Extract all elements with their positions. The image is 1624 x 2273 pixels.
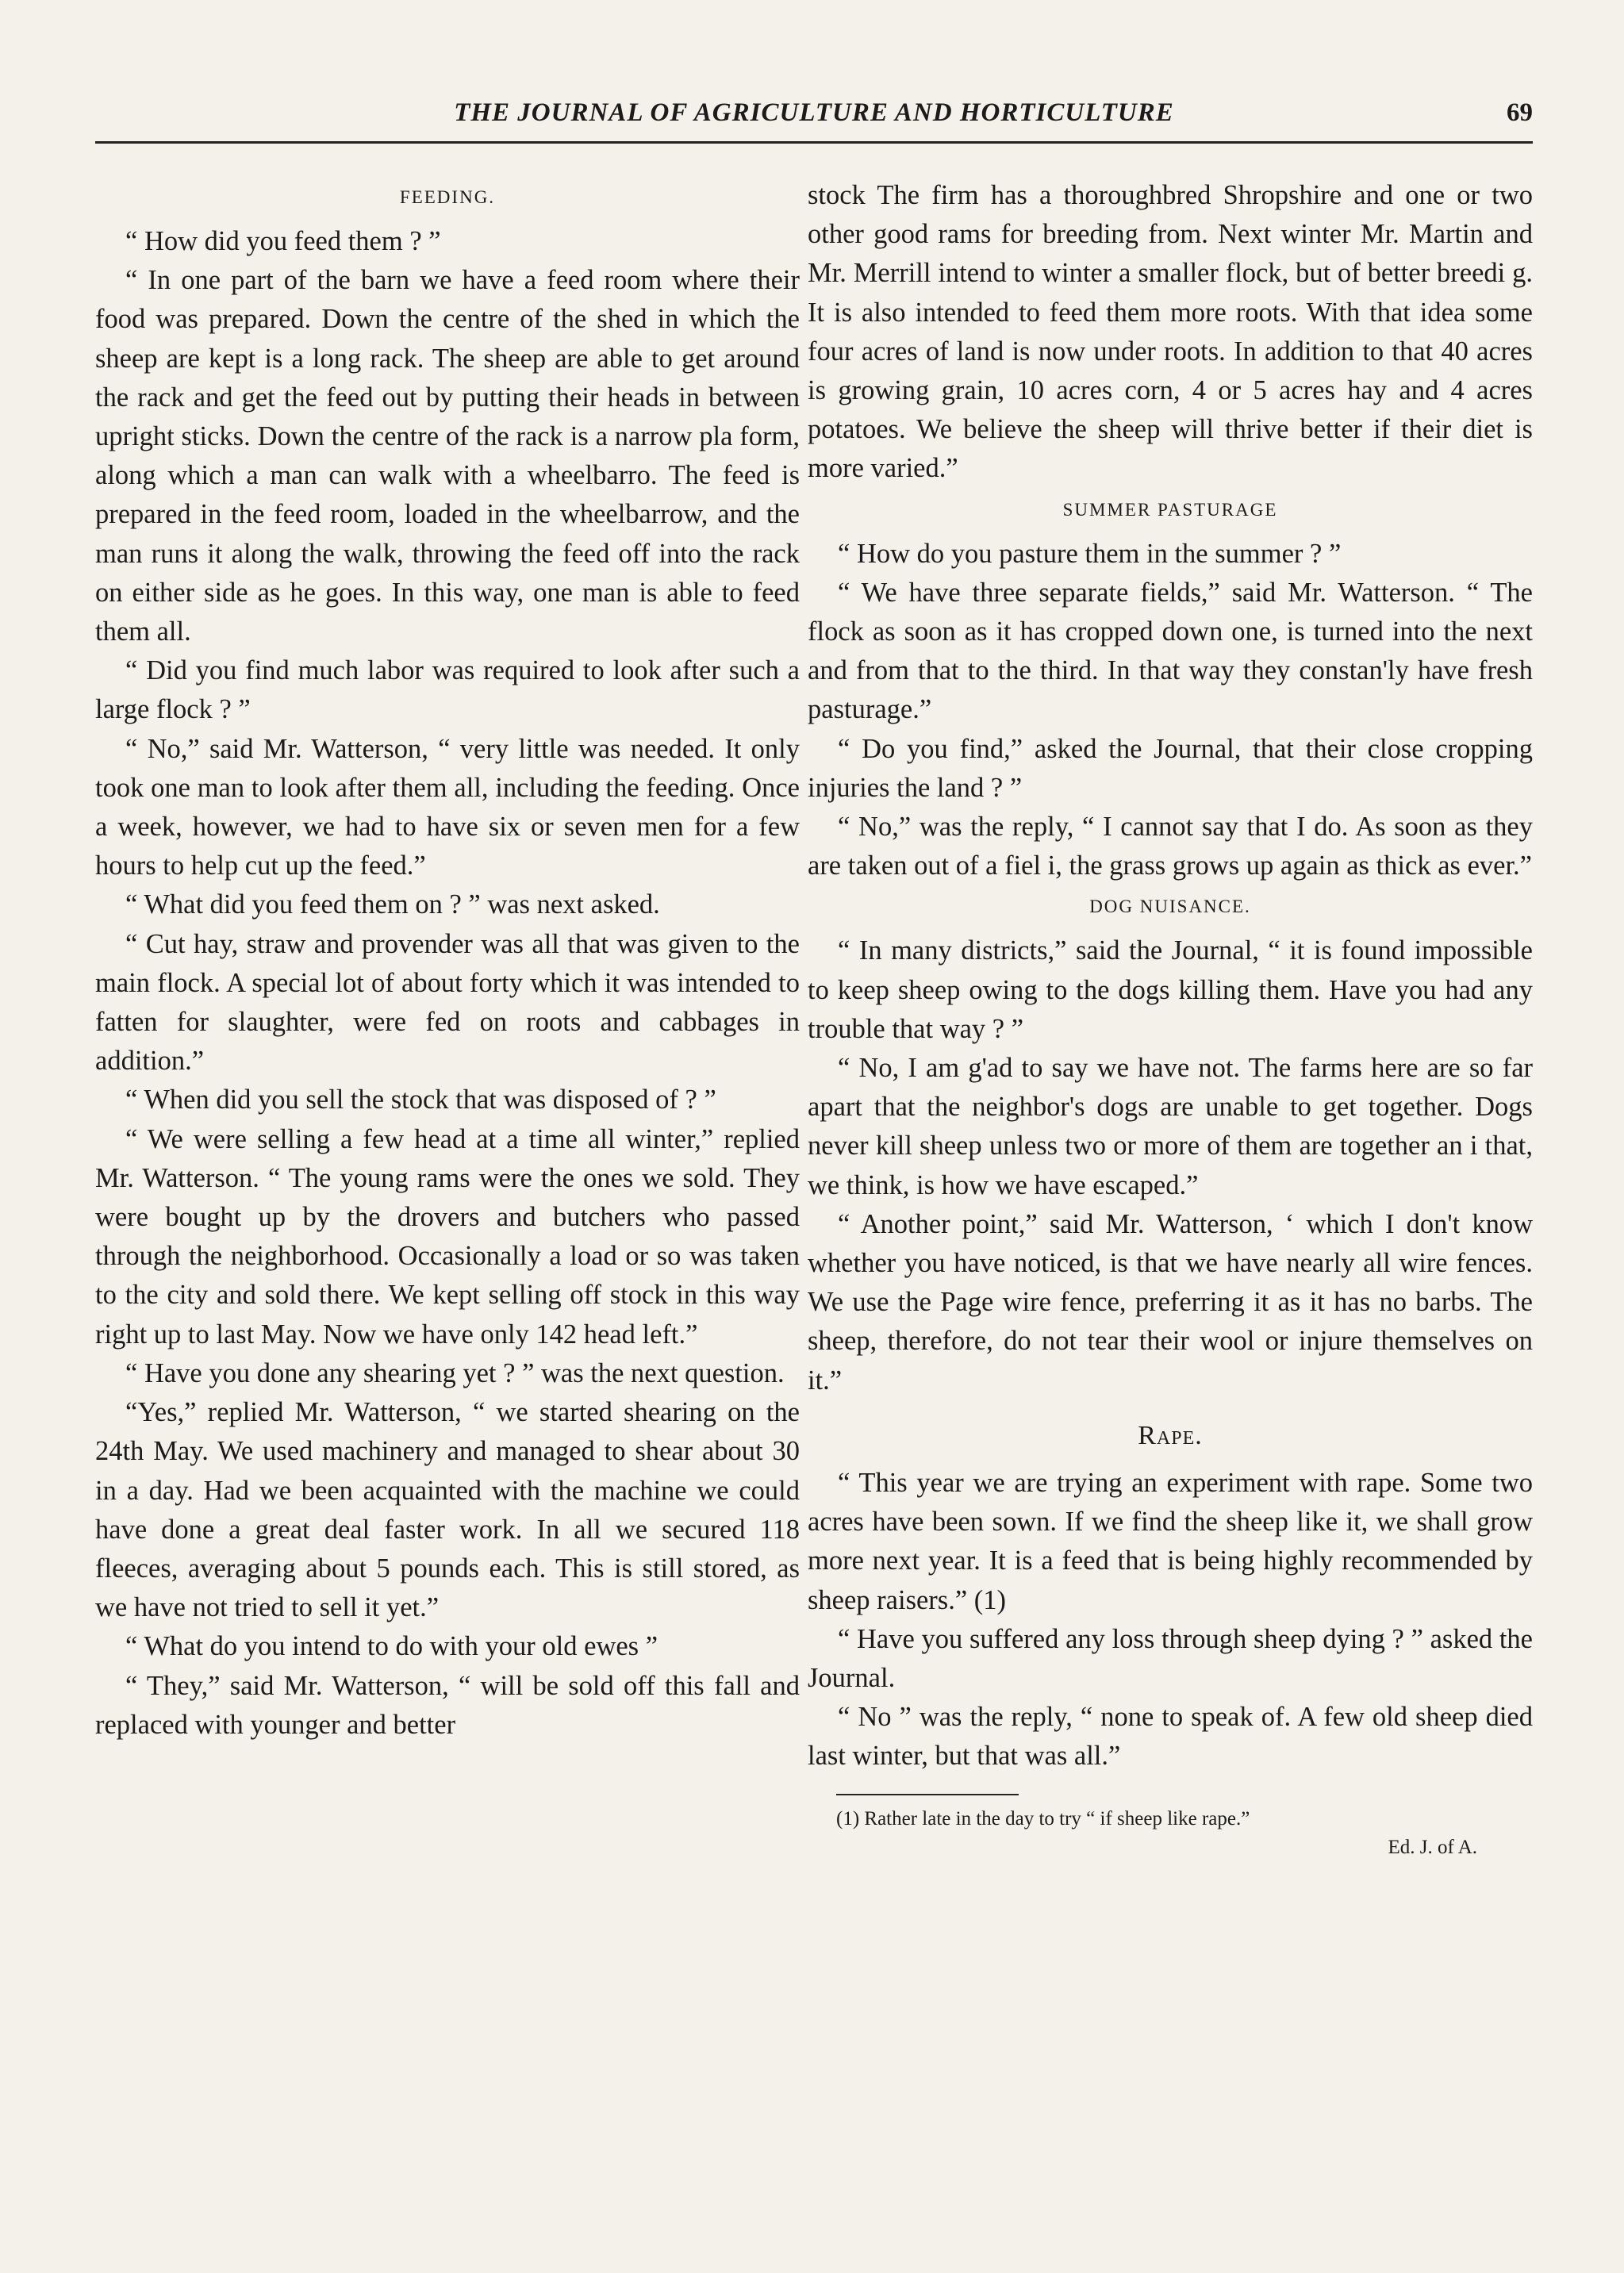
- left-column: [95, 176, 800, 1745]
- paragraph: “ No, I am g'ad to say we have not. The farms here are so far apart that the neighbor's dogs are unable to get together. Dogs never kill sheep unless two or more of them are together an i that, we think, is how we have escaped.”: [808, 1053, 1533, 1200]
- journal-title: THE JOURNAL OF AGRICULTURE AND HORTICULTURE: [454, 98, 1174, 127]
- paragraph: “ No,” was the reply, “ I cannot say that I do. As soon as they are taken out of a fiel i, the grass grows up again as thick as ever.”: [808, 812, 1533, 881]
- paragraph: “ What did you feed them on ? ” was next asked.: [125, 889, 660, 920]
- paragraph: “ They,” said Mr. Watterson, “ will be sold off this fall and replaced with younger and better: [95, 1670, 800, 1740]
- paragraph: “ In many districts,” said the Journal, “ it is found impossible to keep sheep owing to the dogs killing them. Have you had any trouble that way ? ”: [808, 935, 1533, 1044]
- footnote-signature: Ed. J. of A.: [1388, 1836, 1477, 1858]
- paragraph: “ This year we are trying an experiment with rape. Some two acres have been sown. If we find the sheep like it, we shall grow more next year. It is a feed that is being highly recommended by sheep raisers.” (1): [808, 1467, 1533, 1615]
- footnote: (1) Rather late in the day to try “ if sheep like rape.”: [836, 1807, 1250, 1830]
- section-heading-feeding: FEEDING.: [399, 187, 496, 207]
- paragraph: “ Have you suffered any loss through sheep dying ? ” asked the Journal.: [808, 1623, 1533, 1693]
- paragraph: “ Another point,” said Mr. Watterson, ‘ which I don't know whether you have noticed, is that we have nearly all wire fences. We use the Page wire fence, preferring it as it has no barbs. The sheep, therefore, do not tear their wool or injure themselves on it.”: [808, 1208, 1533, 1396]
- paragraph: “ What do you intend to do with your old ewes ”: [125, 1631, 658, 1662]
- paragraph-continuation: stock The firm has a thoroughbred Shropshire and one or two other good rams for breeding from. Next winter Mr. Martin and Mr. Merrill intend to winter a smaller flock, but of better breedi g. It is also intended to feed them more roots. With that idea some four acres of land is now under roots. In addition to that 40 acres is growing grain, 10 acres corn, 4 or 5 acres hay and 4 acres potatoes. We believe the sheep will thrive better if their diet is more varied.”: [808, 180, 1533, 484]
- paragraph: “ Have you done any shearing yet ? ” was the next question.: [125, 1357, 785, 1388]
- paragraph: “ No,” said Mr. Watterson, “ very little was needed. It only took one man to look after them all, including the feeding. Once a week, however, we had to have six or seven men for a few hours to help cut up the feed.”: [95, 733, 800, 881]
- paragraph: “ Do you find,” asked the Journal, that their close cropping injuries the land ? ”: [808, 733, 1533, 803]
- paragraph: “ In one part of the barn we have a feed room where their food was prepared. Down the centre of the shed in which the sheep are kept is a long rack. The sheep are able to get around the rack and get the feed out by putting their heads in between upright sticks. Down the centre of the rack is a narrow pla form, along which a man can walk with a wheelbarro. The feed is prepared in the feed room, loaded in the wheelbarrow, and the man runs it along the walk, throwing the feed off into the rack on either side as he goes. In this way, one man is able to feed them all.: [95, 265, 800, 647]
- right-column: [808, 176, 1533, 1862]
- section-heading-summer-pasturage: SUMMER PASTURAGE: [1062, 499, 1278, 520]
- page-number: 69: [1507, 98, 1533, 127]
- section-heading-dog-nuisance: DOG NUISANCE.: [1089, 897, 1251, 917]
- paragraph: “Yes,” replied Mr. Watterson, “ we started shearing on the 24th May. We used machinery and managed to shear about 30 in a day. Had we been acquainted with the machine we could have done a great deal faster work. In all we secured 118 fleeces, averaging about 5 pounds each. This is still stored, as we have not tried to sell it yet.”: [95, 1397, 800, 1623]
- paragraph: “ No ” was the reply, “ none to speak of. A few old sheep died last winter, but that was all.”: [808, 1702, 1533, 1772]
- section-heading-rape: Rape.: [1138, 1420, 1203, 1450]
- paragraph: “ We were selling a few head at a time all winter,” replied Mr. Watterson. “ The young rams were the ones we sold. They were bought up by the drovers and butchers who passed through the neighborhood. Occasionally a load or so was taken to the city and sold there. We kept selling off stock in this way right up to last May. Now we have only 142 head left.”: [95, 1123, 800, 1350]
- running-header: [95, 94, 1533, 144]
- footnote-divider: [836, 1794, 1019, 1795]
- paragraph: “ How do you pasture them in the summer ? ”: [838, 538, 1342, 569]
- paragraph: “ Did you find much labor was required to look after such a large flock ? ”: [95, 655, 800, 725]
- paragraph: “ How did you feed them ? ”: [125, 226, 441, 256]
- paragraph: “ Cut hay, straw and provender was all that was given to the main flock. A special lot of about forty which it was intended to fatten for slaughter, were fed on roots and cabbages in addition.”: [95, 928, 800, 1077]
- paragraph: “ When did you sell the stock that was disposed of ? ”: [125, 1085, 716, 1115]
- paragraph: “ We have three separate fields,” said Mr. Watterson. “ The flock as soon as it has cropped down one, is turned into the next and from that to the third. In that way they constan'ly have fresh pasturage.”: [808, 577, 1533, 725]
